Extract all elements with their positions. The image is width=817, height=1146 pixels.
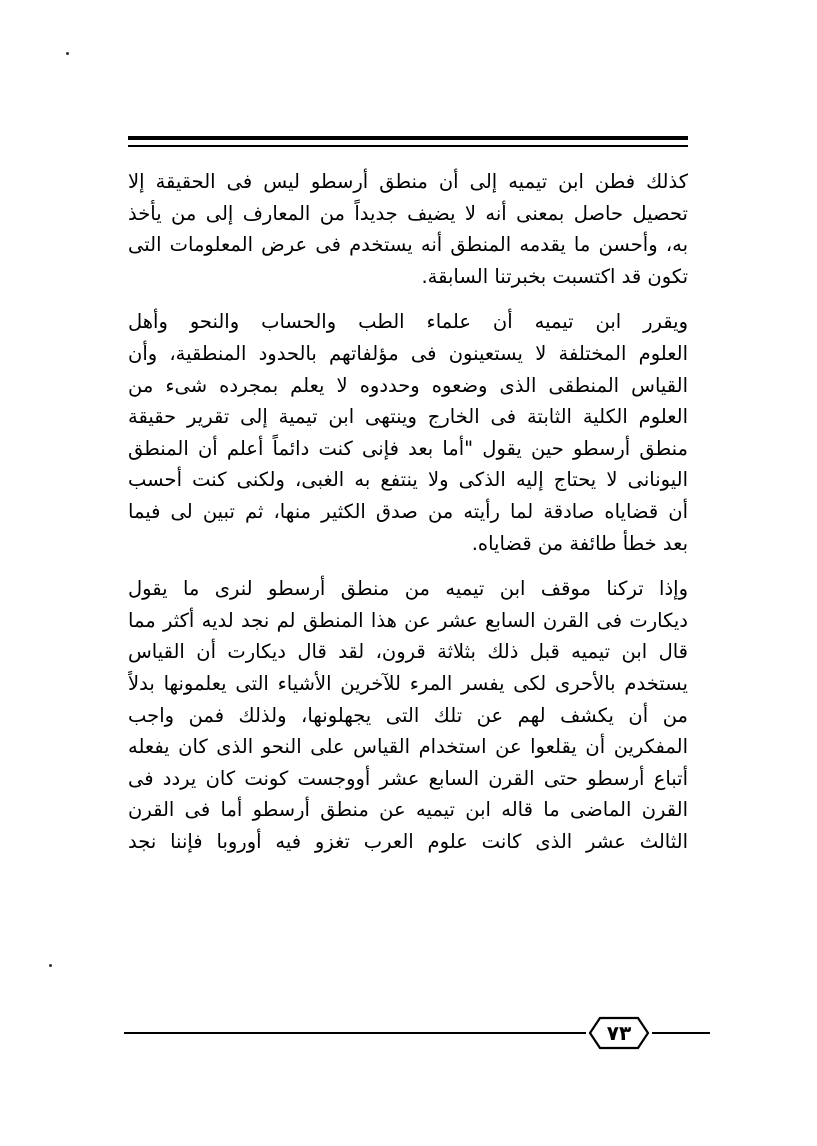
page-number: ٧٣ (606, 1021, 632, 1045)
text-line: بعد خطأ طائفة من قضاياه. (471, 531, 688, 555)
text-line: به، وأحسن ما يقدمه المنطق أنه يستخدم فى عرض المعلومات التى (128, 233, 688, 257)
paragraph-2 (128, 306, 688, 559)
text-line: منطق أرسطو حين يقول "أما بعد فإنى كنت دائماً أعلم أن المنطق (128, 436, 688, 460)
text-line: الثالث عشر الذى كانت علوم العرب تغزو فيه أوروبا فإننا نجد (128, 829, 688, 853)
text-line: يستخدم بالأحرى لكى يفسر المرء للآخرين الأشياء التى يعلمونها بدلاً (128, 671, 688, 695)
header-rule-thick (128, 136, 688, 140)
text-line: قال ابن تيميه قبل ذلك بثلاثة قرون، لقد قال ديكارت أن القياس (128, 640, 688, 664)
text-line: المفكرين أن يقلعوا عن استخدام القياس على النحو الذى كان يفعله (128, 735, 688, 759)
text-line: تكون قد اكتسبت بخبرتنا السابقة. (421, 264, 688, 288)
scan-speck (49, 964, 52, 967)
footer-rule-left (124, 1032, 586, 1034)
text-line: القرن الماضى ما قاله ابن تيميه عن منطق أرسطو أما فى القرن (128, 798, 688, 822)
paragraph-1 (128, 166, 688, 292)
text-line: ديكارت فى القرن السابع عشر عن هذا المنطق لم نجد لديه أكثر مما (128, 608, 688, 632)
text-line: ويقرر ابن تيميه أن علماء الطب والحساب والنحو وأهل (128, 310, 688, 334)
text-line: أتباع أرسطو حتى القرن السابع عشر أووجست كونت كان يردد فى (128, 766, 688, 790)
body-text (128, 166, 688, 871)
page-footer (124, 1016, 690, 1052)
text-line: وإذا تركنا موقف ابن تيميه من منطق أرسطو لنرى ما يقول (128, 577, 688, 601)
text-line: القياس المنطقى الذى وضعوه وحددوه لا يعلم بمجرده شىء من (128, 373, 688, 397)
text-line: العلوم الكلية الثابتة فى الخارج وينتهى ابن تيمية إلى تقرير حقيقة (128, 405, 688, 429)
text-line: اليونانى لا يحتاج إليه الذكى ولا ينتفع به الغبى، ولكنى كنت أحسب (128, 468, 688, 492)
text-line: أن قضاياه صادقة لما رأيته من صدق الكثير منها، ثم تبين لى فيما (128, 499, 688, 523)
footer-rule-right (652, 1032, 710, 1034)
text-line: كذلك فطن ابن تيميه إلى أن منطق أرسطو ليس فى الحقيقة إلا (128, 170, 688, 193)
text-line: تحصيل حاصل بمعنى أنه لا يضيف جديداً من المعارف إلى من يأخذ (128, 201, 688, 225)
text-line: من أن يكشف لهم عن تلك التى يجهلونها، ولذلك فمن واجب (128, 703, 688, 727)
text-line: العلوم المختلفة لا يستعينون فى مؤلفاتهم بالحدود المنطقية، وأن (128, 341, 688, 365)
paragraph-3 (128, 573, 688, 857)
header-rule-thin (128, 145, 688, 147)
scan-speck (66, 52, 69, 55)
page-number-badge (588, 1016, 650, 1050)
